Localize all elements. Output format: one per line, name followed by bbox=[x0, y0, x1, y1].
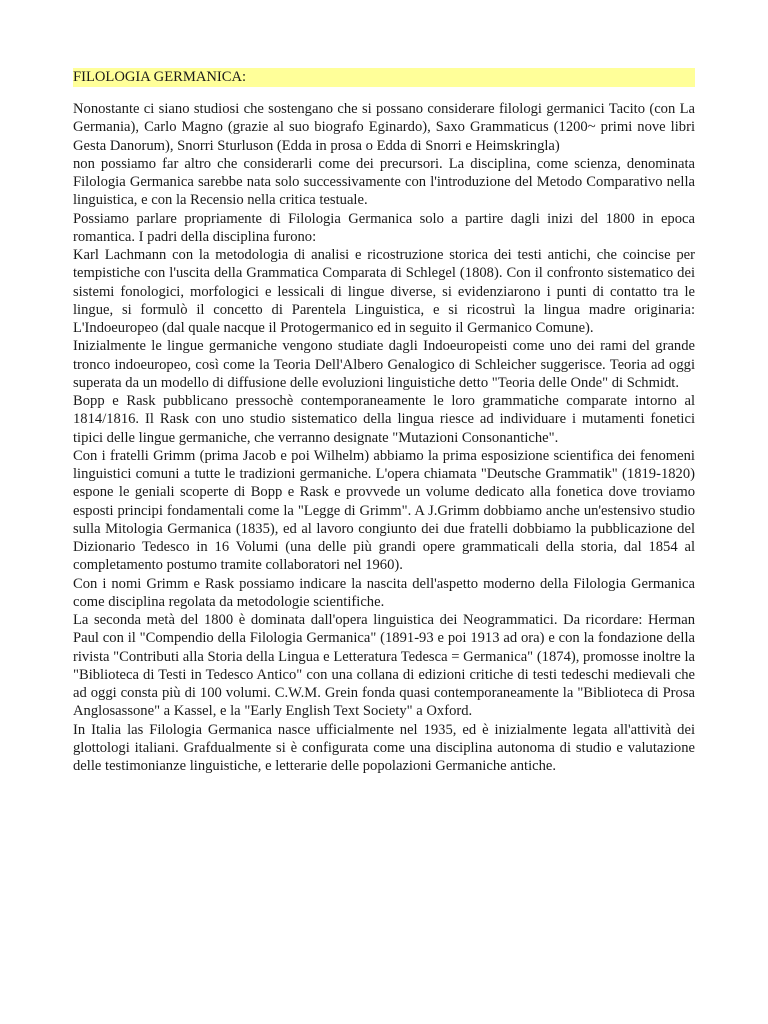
paragraph-grimm: Con i fratelli Grimm (prima Jacob e poi Wilhelm) abbiamo la prima esposizione scientifica dei fenomeni linguistici comuni a tutte le tradizioni germaniche. L'opera chiamata "Deutsche Grammatik" (1819-1820) espone le geniali scoperte di Bopp e Rask e provvede un volume dedicato alla fonetica dove troviamo esposti principi fondamentali come la "Legge di Grimm". A J.Grimm dobbiamo anche un'estensivo studio sulla Mitologia Germanica (1835), ed al lavoro congiunto dei due fratelli dobbiamo la pubblicazione del Dizionario Tedesco in 16 Volumi (una delle più grandi opere grammaticali della storia, dal 1854 al completamento postumo tramite collaboratori nel 1960). bbox=[73, 447, 695, 574]
paragraph-lachmann: Karl Lachmann con la metodologia di analisi e ricostruzione storica dei testi antichi, che coincise per tempistiche con l'uscita della Grammatica Comparata di Schlegel (1808). Con il confronto sistematico dei sistemi fonologici, morfologici e lessicali di lingue diverse, si evidenziarono i punti di contatto tra le lingue, si formulò il concetto di Parentela Linguistica, e si ricostruì la lingua madre originaria: L'Indoeuropeo (dal quale nacque il Protogermanico ed in seguito il Germanico Comune). bbox=[73, 247, 695, 336]
paragraph-bopp-rask: Bopp e Rask pubblicano pressochè contemporaneamente le loro grammatiche comparate intorno al 1814/1816. Il Rask con uno studio sistematico della lingua riesce ad individuare i mutamenti fonetici tipici delle lingue germaniche, che verranno designate "Mutazioni Consonantiche". bbox=[73, 393, 695, 446]
document-page bbox=[73, 68, 695, 775]
document-body bbox=[73, 100, 695, 775]
paragraph-precursors-list: Nonostante ci siano studiosi che sostengano che si possano considerare filologi germanici Tacito (con La Germania), Carlo Magno (grazie al suo biografo Eginardo), Saxo Grammaticus (1200~ primi nove libri Gesta Danorum), Snorri Sturluson (Edda in prosa o Edda di Snorri e Heimskringla) bbox=[73, 101, 695, 154]
paragraph-italia: In Italia las Filologia Germanica nasce ufficialmente nel 1935, ed è inizialmente legata all'attività dei glottologi italiani. Grafdualmente si è configurata come una disciplina autonoma di studio e valutazione delle testimonianze linguistiche, e letterarie delle popolazioni Germaniche antiche. bbox=[73, 721, 695, 774]
paragraph-romantic-era: Possiamo parlare propriamente di Filologia Germanica solo a partire dagli inizi del 1800 in epoca romantica. I padri della disciplina furono: bbox=[73, 210, 695, 245]
paragraph-precursors-conclusion: non possiamo far altro che considerarli come dei precursori. La disciplina, come scienza, denominata Filologia Germanica sarebbe nata solo successivamente con l'introduzione del Metodo Comparativo nella linguistica, e con la Recensio nella critica testuale. bbox=[73, 155, 695, 209]
paragraph-neogrammatici: La seconda metà del 1800 è dominata dall'opera linguistica dei Neogrammatici. Da ricordare: Herman Paul con il "Compendio della Filologia Germanica" (1891-93 e poi 1913 ad ora) e con la fondazione della rivista "Contributi alla Storia della Lingua e Letteratura Tedesca = Germanica" (1874), promosse inoltre la "Biblioteca di Testi in Tedesco Antico" con una collana di edizioni critiche di testi tedeschi medievali che ad oggi consta più di 100 volumi. C.W.M. Grein fonda quasi contemporaneamente la "Biblioteca di Prosa Anglosassone" a Kassel, e la "Early English Text Society" a Oxford. bbox=[73, 612, 695, 720]
document-title: FILOLOGIA GERMANICA: bbox=[73, 68, 695, 87]
paragraph-modern-aspect: Con i nomi Grimm e Rask possiamo indicare la nascita dell'aspetto moderno della Filologia Germanica come disciplina regolata da metodologie scientifiche. bbox=[73, 575, 695, 610]
paragraph-indoeuropeisti: Inizialmente le lingue germaniche vengono studiate dagli Indoeuropeisti come uno dei rami del grande tronco indoeuropeo, così come la Teoria Dell'Albero Genalogico di Schleicher suggerisce. Teoria ad oggi superata da un modello di diffusione delle evoluzioni linguistiche detto "Teoria delle Onde" di Schmidt. bbox=[73, 338, 695, 391]
